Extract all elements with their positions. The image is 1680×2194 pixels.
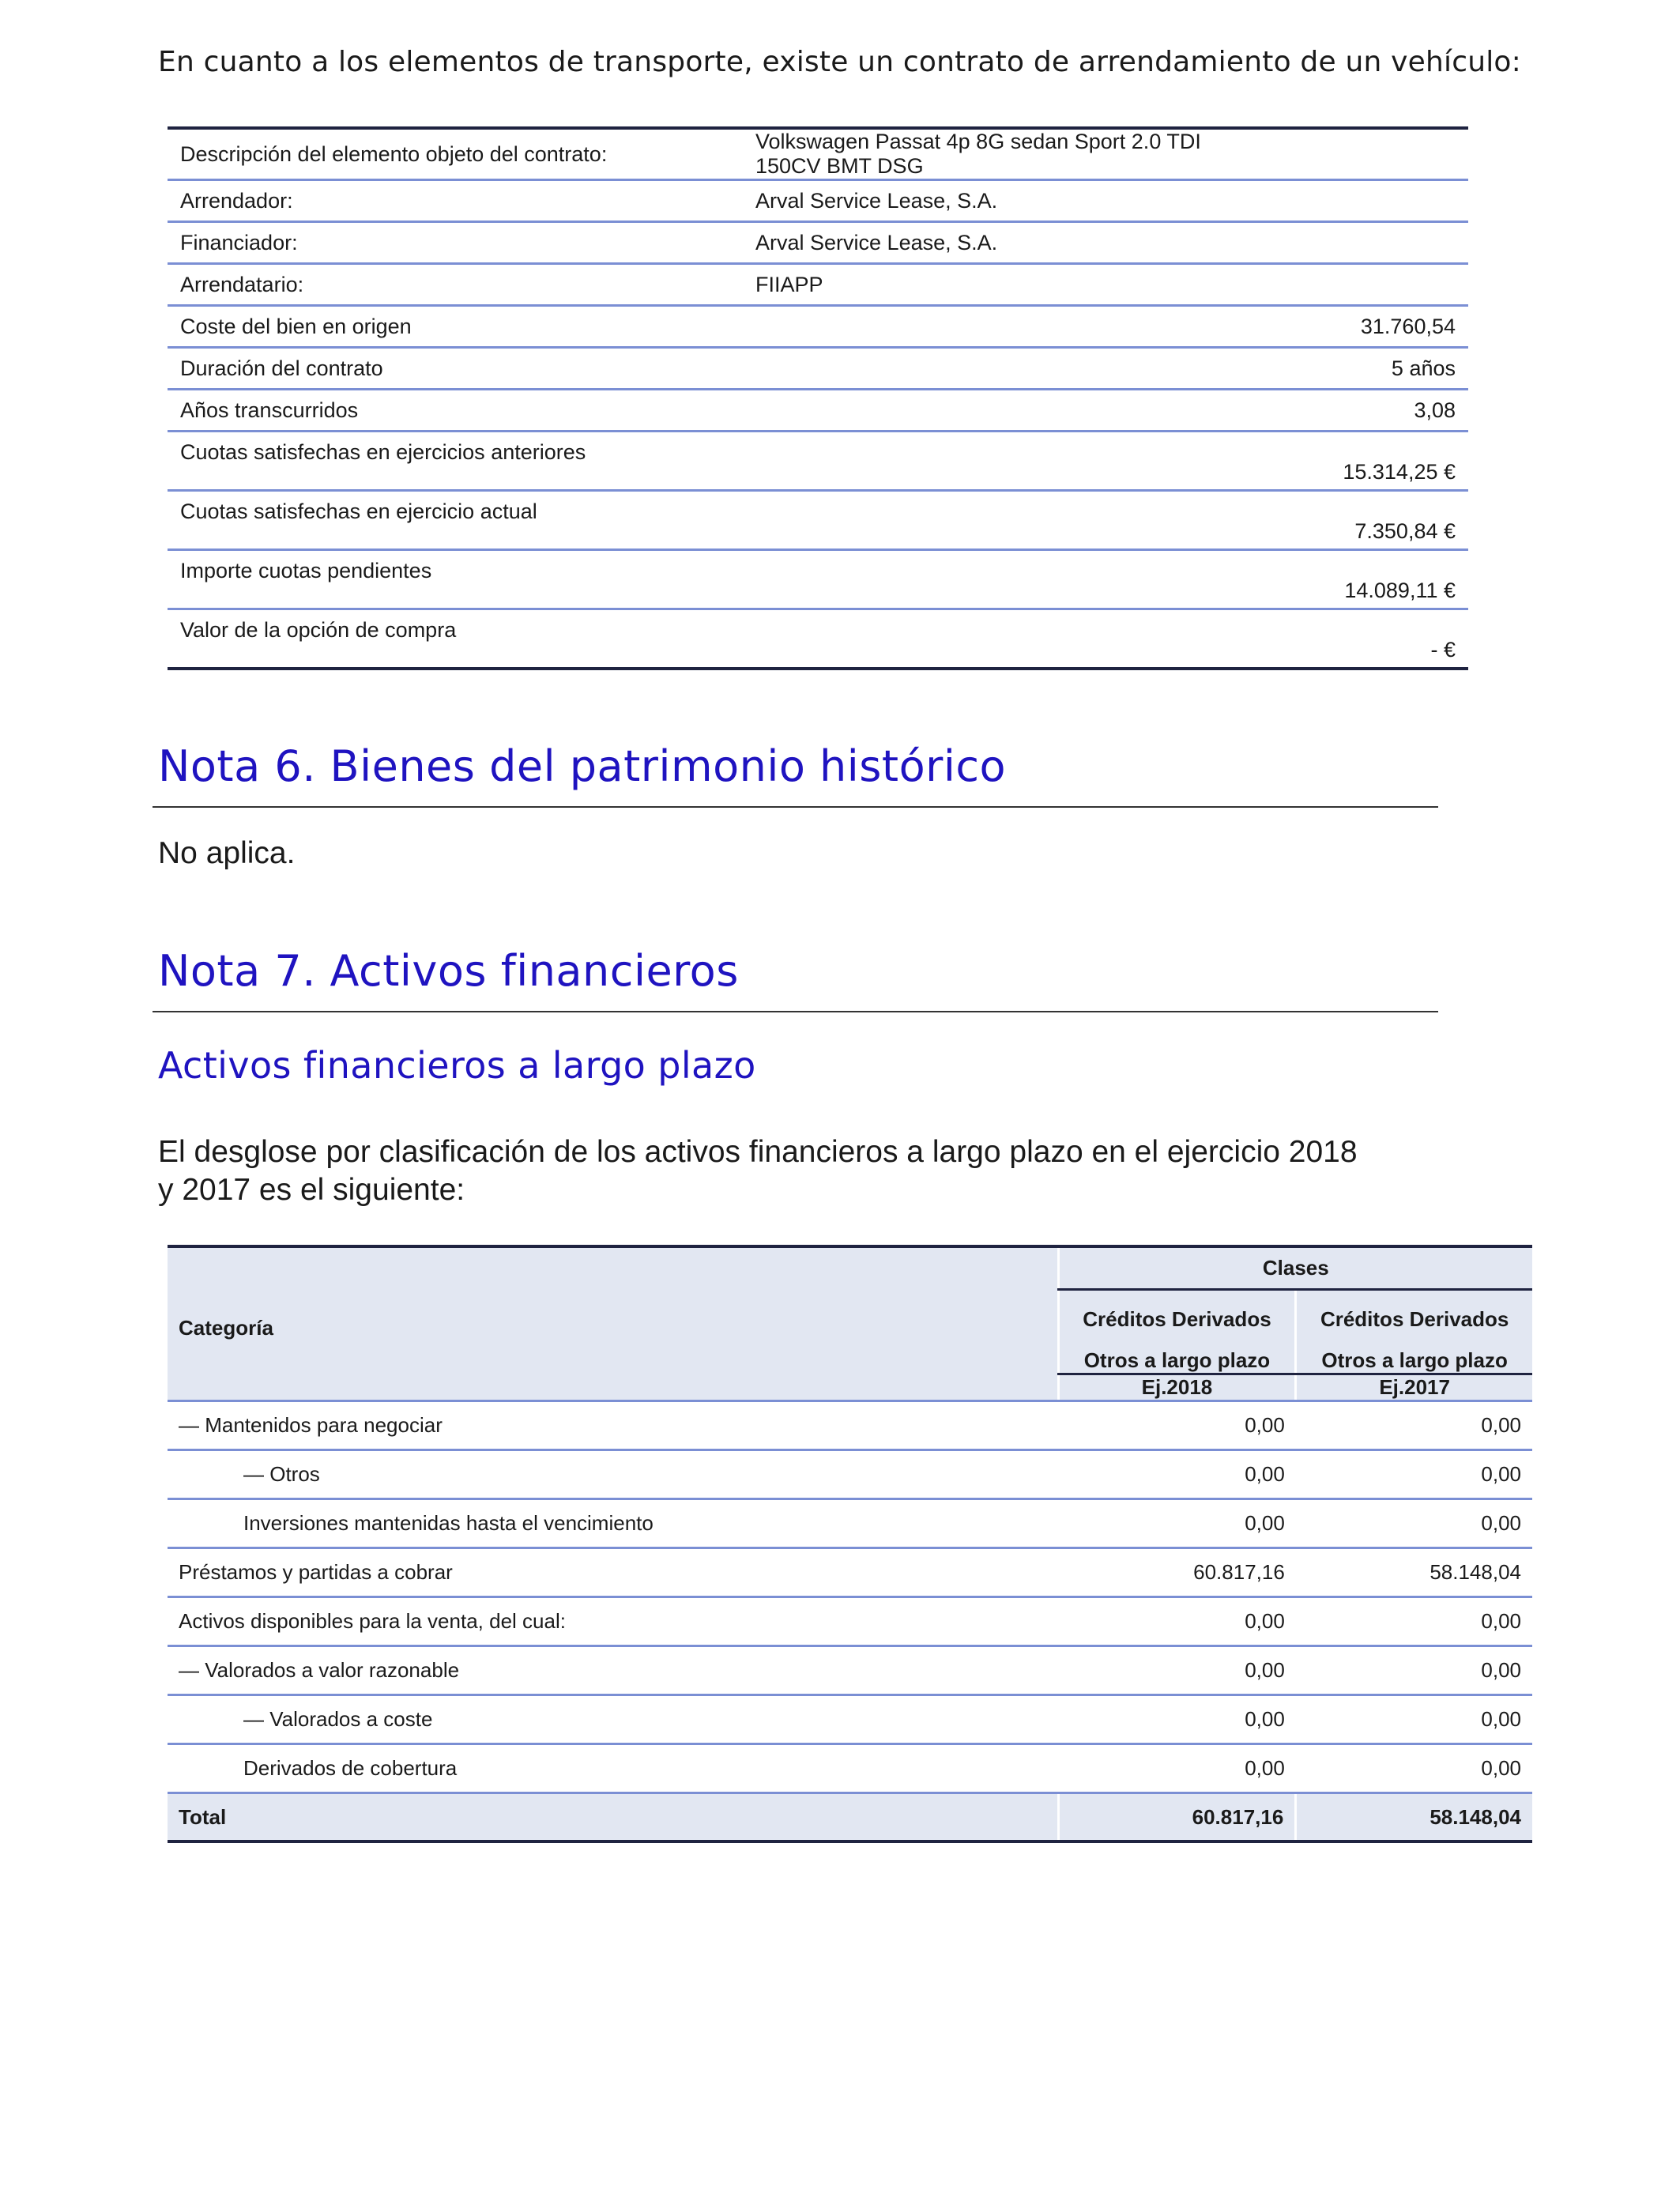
nota7-heading: Nota 7. Activos financieros [158,946,739,996]
value-2017: 0,00 [1296,1499,1532,1548]
lease-value: Volkswagen Passat 4p 8G sedan Sport 2.0 TDI 150CV BMT DSG [743,128,1226,180]
table-row [168,128,1468,180]
financial-assets-table [168,1245,1532,1843]
lease-value: Arval Service Lease, S.A. [743,180,1226,222]
table-row [168,1744,1532,1793]
lease-numeric: 7.350,84 € [1226,491,1468,550]
row-label: Préstamos y partidas a cobrar [168,1548,1058,1597]
lease-label: Cuotas satisfechas en ejercicio actual [168,491,743,550]
lease-numeric: 15.314,25 € [1226,432,1468,491]
lease-value [743,432,1226,491]
lease-numeric [1226,180,1468,222]
lease-value [743,609,1226,669]
lease-value [743,390,1226,432]
col2-header-line1: Créditos Derivados [1296,1290,1532,1333]
table-row [168,222,1468,264]
total-row [168,1793,1532,1842]
value-2018: 0,00 [1058,1450,1296,1499]
heading-divider [153,1011,1438,1012]
row-label: Activos disponibles para la venta, del cual: [168,1597,1058,1646]
nota7-subheading: Activos financieros a largo plazo [158,1044,756,1087]
row-label: — Mantenidos para negociar [168,1401,1058,1450]
row-label: Derivados de cobertura [168,1744,1058,1793]
table-header-row [168,1246,1532,1290]
lease-label: Financiador: [168,222,743,264]
value-2018: 0,00 [1058,1646,1296,1695]
value-2018: 60.817,16 [1058,1548,1296,1597]
lease-label: Importe cuotas pendientes [168,550,743,609]
total-label: Total [168,1793,1058,1842]
value-2018: 0,00 [1058,1597,1296,1646]
lease-label: Descripción del elemento objeto del contrato: [168,128,743,180]
table-row [168,264,1468,306]
table-row [168,180,1468,222]
value-2018: 0,00 [1058,1695,1296,1744]
table-row [168,432,1468,491]
table-row [168,1499,1532,1548]
col2-year-header: Ej.2017 [1296,1374,1532,1401]
total-2017: 58.148,04 [1296,1793,1532,1842]
table-row [168,609,1468,669]
table-row [168,1646,1532,1695]
intro-text: En cuanto a los elementos de transporte, existe un contrato de arrendamiento de un vehículo: [158,46,1521,78]
lease-numeric: 14.089,11 € [1226,550,1468,609]
table-row [168,1597,1532,1646]
value-2017: 0,00 [1296,1646,1532,1695]
total-2018: 60.817,16 [1058,1793,1296,1842]
lease-value [743,306,1226,348]
table-row [168,348,1468,390]
table-row [168,1450,1532,1499]
row-label: Inversiones mantenidas hasta el vencimiento [168,1499,1058,1548]
lease-label: Valor de la opción de compra [168,609,743,669]
value-2017: 58.148,04 [1296,1548,1532,1597]
table-row [168,306,1468,348]
value-2018: 0,00 [1058,1499,1296,1548]
table-row [168,1695,1532,1744]
col1-header-line2: Otros a largo plazo [1058,1332,1296,1374]
value-2017: 0,00 [1296,1450,1532,1499]
lease-label: Arrendador: [168,180,743,222]
category-header: Categoría [168,1246,1058,1401]
value-2018: 0,00 [1058,1744,1296,1793]
lease-numeric [1226,222,1468,264]
lease-label: Años transcurridos [168,390,743,432]
lease-numeric [1226,264,1468,306]
value-2017: 0,00 [1296,1401,1532,1450]
nota6-text: No aplica. [158,836,296,870]
table-row [168,1548,1532,1597]
value-2017: 0,00 [1296,1744,1532,1793]
value-2018: 0,00 [1058,1401,1296,1450]
lease-value: Arval Service Lease, S.A. [743,222,1226,264]
lease-label: Arrendatario: [168,264,743,306]
col2-header-line2: Otros a largo plazo [1296,1332,1532,1374]
value-2017: 0,00 [1296,1695,1532,1744]
lease-numeric: - € [1226,609,1468,669]
classes-header: Clases [1058,1246,1532,1290]
col1-header-line1: Créditos Derivados [1058,1290,1296,1333]
lease-value: FIIAPP [743,264,1226,306]
row-label: — Otros [168,1450,1058,1499]
lease-table [168,126,1468,670]
lease-label: Duración del contrato [168,348,743,390]
lease-value [743,550,1226,609]
lease-numeric [1226,128,1468,180]
row-label: — Valorados a valor razonable [168,1646,1058,1695]
nota7-paragraph-line1: El desglose por clasificación de los activos financieros a largo plazo en el ejercicio 2018 [158,1135,1358,1169]
lease-numeric: 3,08 [1226,390,1468,432]
lease-value [743,348,1226,390]
table-row [168,1401,1532,1450]
table-row [168,390,1468,432]
lease-numeric: 31.760,54 [1226,306,1468,348]
heading-divider [153,806,1438,808]
lease-value [743,491,1226,550]
row-label: — Valorados a coste [168,1695,1058,1744]
nota6-heading: Nota 6. Bienes del patrimonio histórico [158,741,1007,791]
lease-label: Coste del bien en origen [168,306,743,348]
lease-numeric: 5 años [1226,348,1468,390]
table-row [168,550,1468,609]
col1-year-header: Ej.2018 [1058,1374,1296,1401]
lease-label: Cuotas satisfechas en ejercicios anteriores [168,432,743,491]
table-row [168,491,1468,550]
value-2017: 0,00 [1296,1597,1532,1646]
nota7-paragraph-line2: y 2017 es el siguiente: [158,1173,465,1207]
